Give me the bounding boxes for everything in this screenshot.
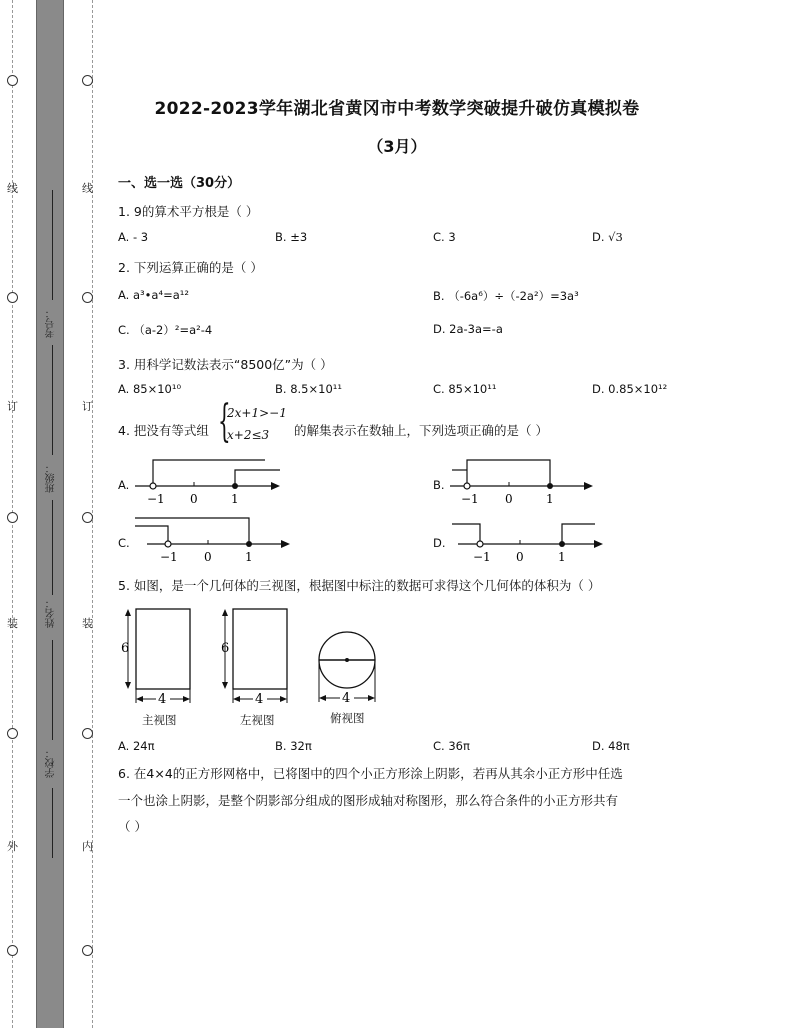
left-view-diagram [215, 605, 295, 705]
binding-hole [7, 292, 18, 303]
width-label: 4 [255, 692, 264, 705]
question-4-stem-post: 的解集表示在数轴上，下列选项正确的是（ ） [294, 423, 548, 438]
q1-option-d-label: D. [592, 230, 609, 244]
tick-label: 1 [245, 550, 253, 564]
tick-label: 0 [516, 550, 524, 564]
q2-option-c: C. （a-2）²=a²-4 [118, 323, 213, 337]
left-view-label: 左视图 [240, 713, 275, 727]
inequality-2: x+2≤3 [227, 428, 270, 442]
class-label: 班级： [46, 463, 57, 493]
binding-hole [82, 292, 93, 303]
width-label: 4 [158, 692, 167, 705]
diameter-label: 4 [342, 691, 351, 706]
q1-option-c: C. 3 [433, 230, 456, 244]
inequality-system [218, 396, 294, 448]
q4-number-line-d [450, 514, 610, 566]
question-6-line-2: 一个也涂上阴影，是整个阴影部分组成的图形成轴对称图形，那么符合条件的小正方形共有 [118, 793, 619, 808]
exam-number-label: 考号： [46, 308, 57, 338]
question-3-stem: 3. 用科学记数法表示“8500亿”为（ ） [118, 357, 333, 372]
height-label: 6 [221, 641, 230, 656]
question-5-stem: 5. 如图，是一个几何体的三视图，根据图中标注的数据可求得这个几何体的体积为（ ） [118, 578, 601, 593]
field-underline [52, 500, 53, 595]
school-label: 学校： [46, 748, 57, 778]
binding-char: 装 [82, 617, 93, 630]
tick-label: −1 [473, 550, 491, 564]
q5-option-d: D. 48π [592, 739, 630, 753]
q4-option-b-label: B. [433, 478, 445, 492]
document-title: 2022-2023学年湖北省黄冈市中考数学突破提升破仿真模拟卷 [154, 99, 640, 119]
q4-number-line-a [135, 456, 285, 508]
front-view-diagram [118, 605, 198, 705]
binding-char: 装 [7, 617, 18, 630]
binding-hole [82, 945, 93, 956]
q4-option-a-label: A. [118, 478, 130, 492]
tick-label: 0 [190, 492, 198, 506]
question-2-stem: 2. 下列运算正确的是（ ） [118, 260, 263, 275]
question-6-line-1: 6. 在4×4的正方形网格中，已将图中的四个小正方形涂上阴影，若再从其余小正方形中任选 [118, 766, 623, 781]
q3-option-c: C. 85×10¹¹ [433, 382, 497, 396]
tick-label: 0 [505, 492, 513, 506]
q4-number-line-c [135, 514, 300, 566]
tick-label: 1 [231, 492, 239, 506]
name-label: 姓名： [46, 598, 57, 628]
q3-option-a: A. 85×10¹⁰ [118, 382, 182, 396]
question-6-line-3: （ ） [118, 819, 147, 834]
binding-char: 线 [82, 182, 93, 195]
tick-label: −1 [160, 550, 178, 564]
field-underline [52, 190, 53, 300]
binding-hole [7, 945, 18, 956]
tick-label: −1 [461, 492, 479, 506]
binding-hole [82, 75, 93, 86]
top-view-diagram [315, 628, 385, 706]
height-label: 6 [121, 641, 130, 656]
binding-char: 订 [7, 400, 18, 413]
binding-char: 线 [7, 182, 18, 195]
binding-hole [7, 75, 18, 86]
q1-option-d [592, 230, 623, 244]
q1-option-a: A. - 3 [118, 230, 149, 244]
q2-option-a: A. a³•a⁴=a¹² [118, 288, 189, 302]
left-brace: { [218, 396, 231, 447]
field-underline [52, 788, 53, 858]
tick-label: 1 [558, 550, 566, 564]
q3-option-d: D. 0.85×10¹² [592, 382, 668, 396]
front-view-label: 主视图 [142, 713, 177, 727]
document-subtitle: （3月） [367, 137, 427, 156]
field-underline [52, 640, 53, 740]
binding-char: 内 [82, 840, 93, 853]
binding-char: 外 [7, 840, 18, 853]
inequality-1: 2x+1>−1 [227, 406, 287, 420]
binding-hole [7, 728, 18, 739]
q2-option-b: B. （-6a⁶）÷（-2a²）=3a³ [433, 289, 579, 303]
q2-option-d: D. 2a-3a=-a [433, 322, 503, 336]
question-4-stem-pre: 4. 把没有等式组 [118, 423, 209, 438]
tick-label: 0 [204, 550, 212, 564]
binding-hole [7, 512, 18, 523]
section-heading: 一、选一选（30分） [118, 176, 241, 191]
q1-option-d-sqrt: √3 [608, 230, 623, 244]
tick-label: −1 [147, 492, 165, 506]
binding-hole [82, 512, 93, 523]
q3-option-b: B. 8.5×10¹¹ [275, 382, 342, 396]
tick-label: 1 [546, 492, 554, 506]
q4-option-d-label: D. [433, 536, 446, 550]
q4-number-line-b [450, 456, 600, 508]
field-underline [52, 345, 53, 455]
top-view-label: 俯视图 [330, 711, 365, 725]
binding-hole [82, 728, 93, 739]
q5-option-a: A. 24π [118, 739, 155, 753]
q4-option-c-label: C. [118, 536, 130, 550]
q5-option-b: B. 32π [275, 739, 312, 753]
binding-char: 订 [82, 400, 93, 413]
question-1-stem: 1. 9的算术平方根是（ ） [118, 204, 259, 219]
q1-option-b: B. ±3 [275, 230, 308, 244]
q5-option-c: C. 36π [433, 739, 470, 753]
